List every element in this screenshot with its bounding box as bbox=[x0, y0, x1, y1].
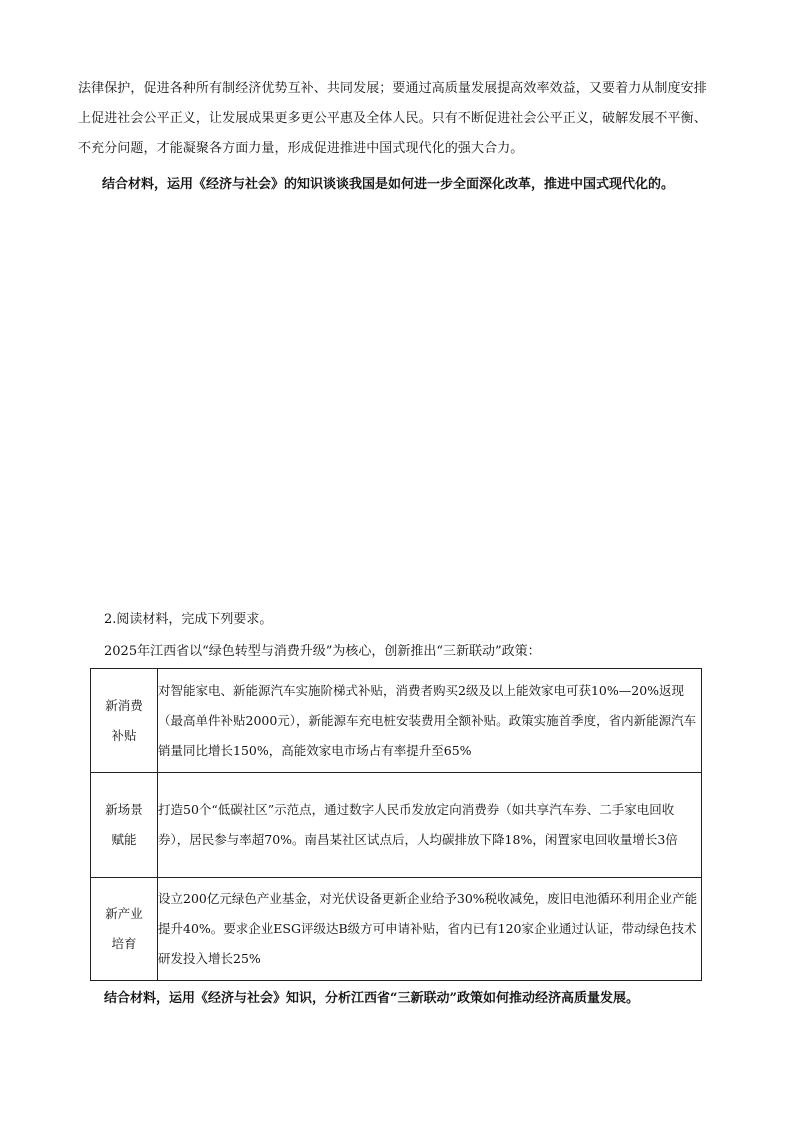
row-label bbox=[91, 773, 158, 878]
row-content: 打造50个“低碳社区”示范点，通过数字人民币发放定向消费券（如共享汽车券、二手家电回收券），居民参与率超70%。南昌某社区试点后，人均碳排放下降18%，闲置家电回收量增长3倍 bbox=[158, 773, 702, 878]
table-row bbox=[91, 773, 702, 878]
row-label-line: 新消费 bbox=[105, 697, 143, 713]
question-2-task: 结合材料，运用《经济与社会》知识，分析江西省“三新联动”政策如何推动经济高质量发展。 bbox=[104, 991, 639, 1006]
row-label-line: 赋能 bbox=[111, 832, 137, 847]
row-label bbox=[91, 878, 158, 981]
policy-table bbox=[90, 668, 702, 981]
material-paragraph: 法律保护，促进各种所有制经济优势互补、共同发展；要通过高质量发展提高效率效益，又要着力从制度安排上促进社会公平正义，让发展成果更多更公平惠及全体人民。只有不断促进社会公平正义，破解发展不平衡、不充分问题，才能凝聚各方面力量，形成促进推进中国式现代化的强大合力。 bbox=[78, 81, 707, 156]
table-row bbox=[91, 669, 702, 773]
row-label bbox=[91, 669, 158, 773]
row-content: 设立200亿元绿色产业基金，对光伏设备更新企业给予30%税收减免，废旧电池循环利用企业产能提升40%。要求企业ESG评级达B级方可申请补贴，省内已有120家企业通过认证，带动绿色技术研发投入增长25% bbox=[158, 878, 702, 981]
row-content: 对智能家电、新能源汽车实施阶梯式补贴，消费者购买2级及以上能效家电可获10%—20%返现（最高单件补贴2000元），新能源车充电桩安装费用全额补贴。政策实施首季度，省内新能源汽车销量同比增长150%，高能效家电市场占有率提升至65% bbox=[158, 669, 702, 773]
row-label-line: 补贴 bbox=[111, 727, 137, 743]
question-2-title: 2.阅读材料，完成下列要求。 bbox=[104, 612, 273, 627]
question-1-prompt: 结合材料，运用《经济与社会》的知识谈谈我国是如何进一步全面深化改革，推进中国式现代化的。 bbox=[102, 177, 675, 192]
table-row bbox=[91, 878, 702, 981]
row-label-line: 新产业 bbox=[105, 906, 143, 921]
row-label-line: 新场景 bbox=[105, 802, 143, 817]
question-2-intro: 2025年江西省以“绿色转型与消费升级”为核心，创新推出“三新联动”政策： bbox=[104, 644, 541, 659]
row-label-line: 培育 bbox=[111, 936, 137, 951]
